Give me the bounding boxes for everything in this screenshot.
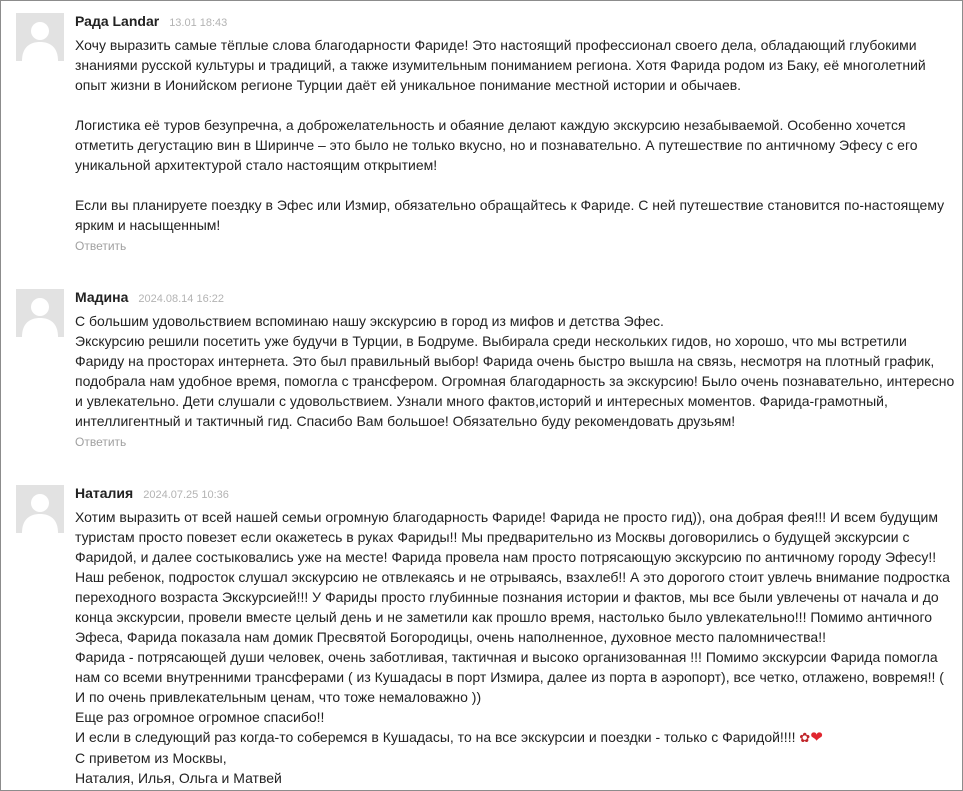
comment-line: С приветом из Москвы, (75, 750, 227, 766)
comment-paragraph: Если вы планируете поездку в Эфес или Измир, обязательно обращайтесь к Фариде. С ней путешествие становится по-настоящему ярким и насыщенным! (75, 197, 945, 233)
comment-line: Еще раз огромное огромное спасибо!! (75, 709, 325, 725)
avatar-placeholder-icon (16, 485, 64, 533)
avatar-placeholder-icon (16, 13, 64, 61)
avatar-placeholder-icon (16, 289, 64, 337)
comment-meta (75, 485, 229, 505)
comment-line: С большим удовольствием вспоминаю нашу экскурсию в город из мифов и детства Эфес. (75, 313, 664, 329)
comment-meta (75, 13, 227, 33)
comment-paragraph: Хочу выразить самые тёплые слова благодарности Фариде! Это настоящий профессионал своего дела, обладающий глубокими знаниями русской культуры и традиций, а также изумительным пониманием региона. Хотя Фарида родом из Баку, её многолетний опыт жизни в Ионийском регионе Турции даёт ей уникальное понимание местной истории и обычаев. (75, 37, 926, 93)
comment-text (75, 35, 957, 235)
comment-line: И если в следующий раз когда-то соберемся в Кушадасы, то на все экскурсии и поездки - только с Фаридой!!!! (75, 729, 800, 745)
comment-text (75, 311, 957, 431)
rose-icon: ✿ (799, 730, 811, 745)
comment-line: Наталия, Илья, Ольга и Матвей (75, 770, 282, 786)
comment-meta (75, 289, 224, 309)
comment-line: Экскурсию решили посетить уже будучи в Турции, в Бодруме. Выбирала среди нескольких гидов, но хорошо, что мы встретили Фариду на просторах интернета. Это был правильный выбор! Фарида очень быстро вышла на связь, несмотря на плотный график, подобрала нам удобное время, помогла с трансфером. Огромная благодарность за экскурсию! Было очень познавательно, интересно и увлекательно. Дети слушали с удовольствием. Узнали много фактов,историй и интересных моментов. Фарида-грамотный, интеллигентный и тактичный гид. Спасибо Вам большое! Обязательно буду рекомендовать друзьям! (75, 333, 955, 429)
reply-link[interactable]: Ответить (75, 239, 127, 253)
comment-date: 13.01 18:43 (169, 17, 228, 29)
comment-author: Рада Landar (75, 13, 160, 29)
comment-date: 2024.07.25 10:36 (143, 489, 229, 501)
reply-link[interactable]: Ответить (75, 435, 127, 449)
comment-paragraph: Логистика её туров безупречна, а доброжелательность и обаяние делают каждую экскурсию незабываемой. Особенно хочется отметить дегустацию вин в Ширинче – это было не только вкусно, но и познавательно. А путешествие по античному Эфесу с его уникальной архитектурой стало настоящим открытием! (75, 117, 918, 173)
comment-author: Наталия (75, 485, 134, 501)
comment-text (75, 507, 957, 788)
heart-icon: ❤ (810, 729, 823, 746)
comment-line-with-emoji (75, 727, 957, 748)
comment-line: Фарида - потрясающей души человек, очень заботливая, тактичная и высоко организованная !!! Помимо экскурсии Фарида помогла нам со всеми внутренними трансферами ( из Кушадасы в порт Измира, далее из порта в аэропорт), все четко, отлажено, вовремя!! ( И по очень привлекательным ценам, что тоже немаловажно )) (75, 649, 944, 705)
comment-line: Хотим выразить от всей нашей семьи огромную благодарность Фариде! Фарида не просто гид)), она добрая фея!!! И всем будущим туристам просто повезет если окажетесь в руках Фариды!! Мы предварительно из Москвы договорились о будущей экскурсии с Фаридой, и далее состыковались уже на месте! Фарида провела нам просто потрясающую экскурсию по античному городу Эфесу!! Наш ребенок, подросток слушал экскурсию не отвлекаясь и не отрываясь, взахлеб!! А это дорогого стоит увлечь внимание подростка переходного возраста Экскурсией!!! У Фариды просто глубинные познания истории и фактов, мы все были увлечены от начала и до конца экскурсии, провели вместе целый день и не заметили как прошло время, настолько было увлекательно!!! Помимо античного Эфеса, Фарида показала нам домик Пресвятой Богородицы, очень наполненное, духовное место паломничества!! (75, 509, 950, 645)
comment-date: 2024.08.14 16:22 (138, 293, 224, 305)
comment-author: Мадина (75, 289, 129, 305)
